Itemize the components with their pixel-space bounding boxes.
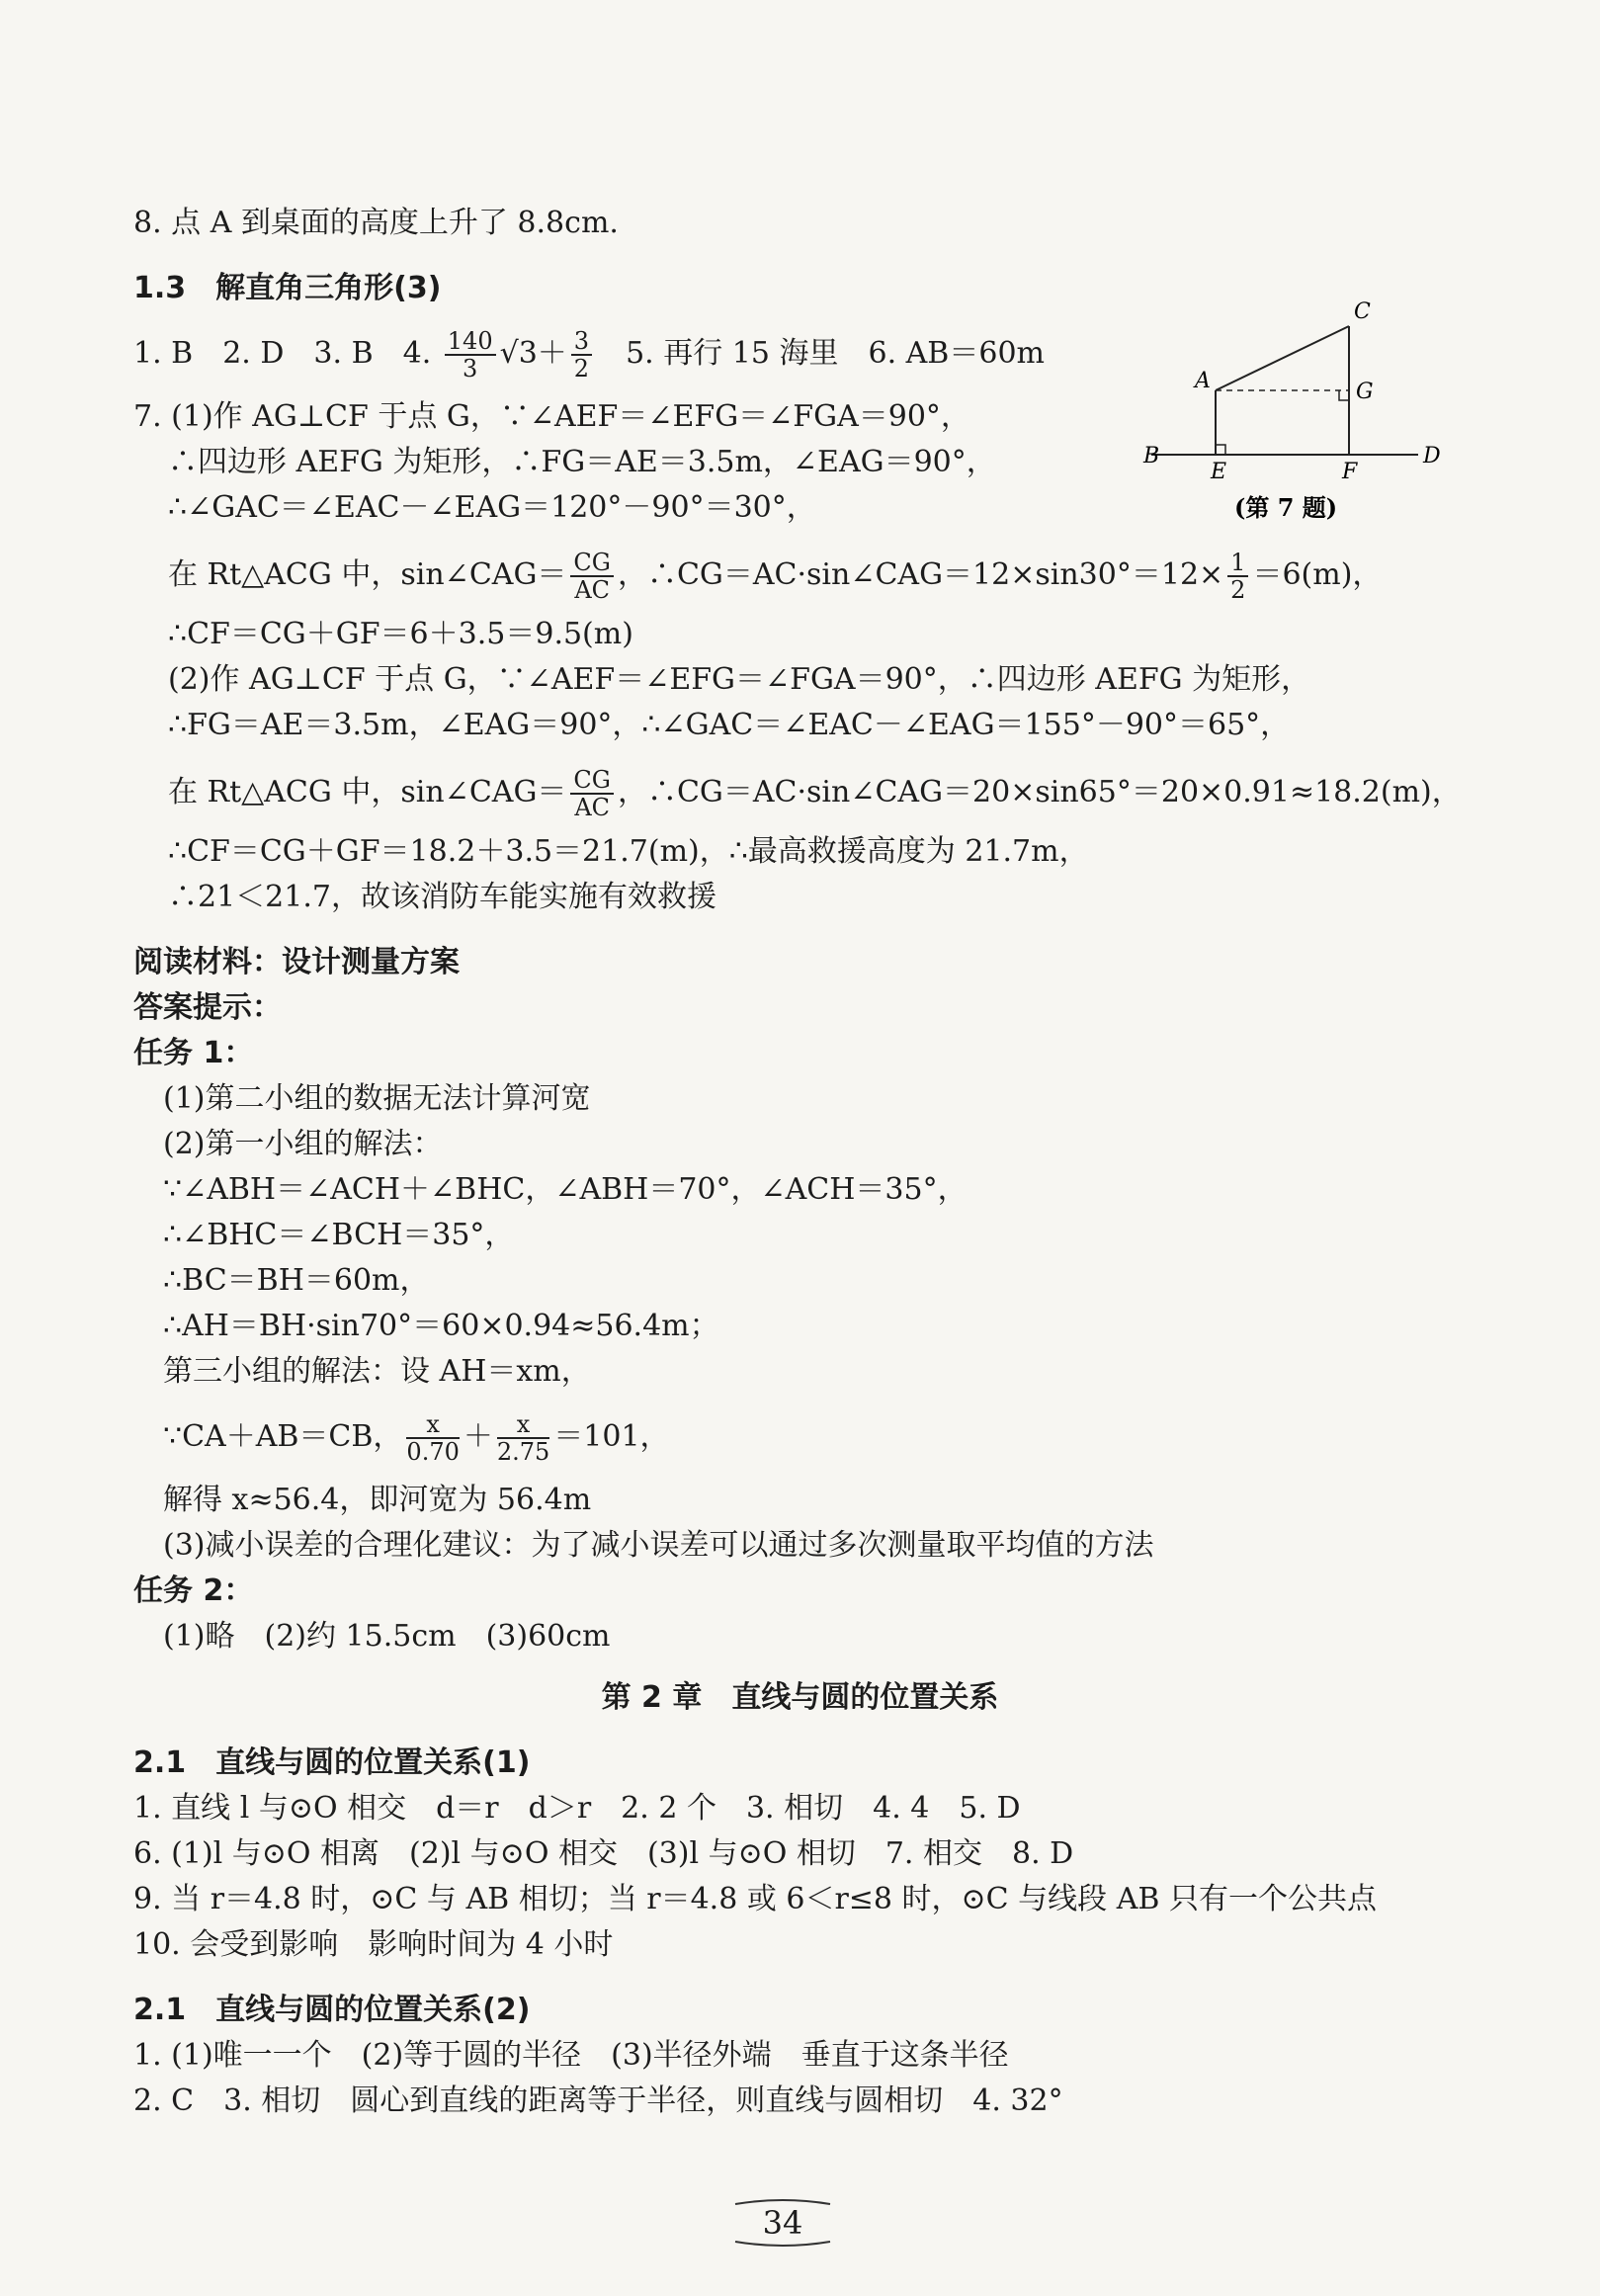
answer-line-l14 bbox=[133, 941, 460, 984]
answer-line-l35 bbox=[133, 1989, 530, 2032]
line-text: ＝6(m)， bbox=[1252, 557, 1383, 592]
label-f: F bbox=[1342, 460, 1358, 484]
answer-line-l34 bbox=[133, 1923, 613, 1967]
fraction-numerator: CG bbox=[570, 767, 614, 795]
answer-line-l31 bbox=[133, 1787, 1021, 1830]
line-text: ∴AH＝BH·sin70°＝60×0.94≈56.4m； bbox=[163, 1309, 719, 1343]
line-text: (1)第二小组的数据无法计算河宽 bbox=[163, 1081, 591, 1116]
answer-line-l20 bbox=[163, 1214, 514, 1257]
line-text: 任务 1： bbox=[133, 1036, 254, 1070]
line-text: 第三小组的解法：设 AH＝xm， bbox=[163, 1354, 591, 1389]
answer-line-l01 bbox=[133, 202, 619, 245]
segment-ac bbox=[1216, 326, 1349, 390]
answer-line-l22 bbox=[163, 1305, 719, 1348]
line-text: 任务 2： bbox=[133, 1573, 254, 1608]
line-text: 1.3 解直角三角形(3) bbox=[133, 271, 442, 305]
line-text: 6. (1)l 与⊙O 相离 (2)l 与⊙O 相交 (3)l 与⊙O 相切 7. 相交 8. D bbox=[133, 1836, 1074, 1871]
problem-7-figure bbox=[1143, 297, 1448, 534]
fraction-numerator: 3 bbox=[571, 328, 592, 356]
answer-line-l15 bbox=[133, 986, 282, 1030]
answer-line-l19 bbox=[163, 1168, 968, 1212]
line-text: 阅读材料：设计测量方案 bbox=[133, 945, 460, 979]
line-text: ＋ bbox=[463, 1419, 493, 1454]
answer-line-l06 bbox=[168, 486, 816, 530]
answer-line-l05 bbox=[168, 441, 996, 484]
line-text: 10. 会受到影响 影响时间为 4 小时 bbox=[133, 1927, 614, 1962]
line-text: ∴∠GAC＝∠EAC－∠EAG＝120°－90°＝30°， bbox=[168, 490, 816, 525]
line-text: 5. 再行 15 海里 6. AB＝60m bbox=[596, 336, 1045, 371]
line-text: ，∴CG＝AC·sin∠CAG＝20×sin65°＝20×0.91≈18.2(m)， bbox=[617, 775, 1462, 809]
answer-line-l26 bbox=[163, 1524, 1154, 1568]
line-text: 在 Rt△ACG 中，sin∠CAG＝ bbox=[168, 775, 567, 809]
fraction-numerator: 1 bbox=[1227, 550, 1248, 577]
answer-line-l03 bbox=[133, 328, 1045, 382]
answer-line-l18 bbox=[163, 1123, 443, 1166]
line-text: 2.1 直线与圆的位置关系(2) bbox=[133, 1993, 531, 2027]
line-text: ∴CF＝CG＋GF＝18.2＋3.5＝21.7(m)，∴最高救援高度为 21.7m， bbox=[168, 834, 1089, 869]
fraction-denominator: 2.75 bbox=[496, 1438, 550, 1466]
fraction bbox=[406, 1411, 459, 1465]
line-text: ，∴CG＝AC·sin∠CAG＝12×sin30°＝12× bbox=[617, 557, 1224, 592]
line-text: 1. (1)唯一一个 (2)等于圆的半径 (3)半径外端 垂直于这条半径 bbox=[133, 2038, 1009, 2073]
fraction bbox=[497, 1411, 549, 1465]
fraction bbox=[570, 767, 614, 820]
line-text: 答案提示： bbox=[133, 990, 282, 1025]
answer-line-l24 bbox=[163, 1411, 670, 1465]
answer-line-l30 bbox=[133, 1742, 530, 1785]
line-text: ∴CF＝CG＋GF＝6＋3.5＝9.5(m) bbox=[168, 617, 633, 651]
answer-line-l12 bbox=[168, 830, 1089, 874]
line-text: 1. B 2. D 3. B 4. bbox=[133, 336, 441, 371]
line-text: 1. 直线 l 与⊙O 相交 d＝r d＞r 2. 2 个 3. 相切 4. 4 5. D bbox=[133, 1791, 1021, 1826]
answer-line-l04 bbox=[133, 395, 970, 439]
line-text: (1)略 (2)约 15.5cm (3)60cm bbox=[163, 1619, 611, 1654]
answer-line-l37 bbox=[133, 2080, 1063, 2123]
answer-line-l28 bbox=[163, 1615, 611, 1658]
answer-line-l09 bbox=[168, 658, 1310, 702]
line-text: 2. C 3. 相切 圆心到直线的距离等于半径，则直线与圆相切 4. 32° bbox=[133, 2083, 1063, 2118]
label-e: E bbox=[1211, 460, 1227, 484]
label-c: C bbox=[1354, 299, 1371, 324]
fraction-denominator: 0.70 bbox=[406, 1438, 460, 1466]
answer-line-l13 bbox=[168, 876, 716, 919]
fraction bbox=[1227, 550, 1248, 603]
fraction-numerator: x bbox=[406, 1411, 459, 1439]
page-number bbox=[733, 2198, 832, 2248]
label-g: G bbox=[1356, 380, 1374, 404]
line-text: ∴∠BHC＝∠BCH＝35°， bbox=[163, 1218, 515, 1252]
line-text: 在 Rt△ACG 中，sin∠CAG＝ bbox=[168, 557, 567, 592]
answer-line-l33 bbox=[133, 1878, 1377, 1921]
chapter-title: 第 2 章 直线与圆的位置关系 bbox=[601, 1680, 999, 1715]
line-text: ∴BC＝BH＝60m， bbox=[163, 1263, 430, 1298]
answer-line-l25 bbox=[163, 1479, 591, 1522]
label-d: D bbox=[1423, 444, 1441, 468]
answer-line-l23 bbox=[163, 1350, 591, 1394]
fraction bbox=[571, 328, 592, 382]
line-text: (2)第一小组的解法： bbox=[163, 1127, 443, 1161]
line-text: ＝101， bbox=[553, 1419, 670, 1454]
fraction-numerator: CG bbox=[570, 550, 614, 577]
line-text: (3)减小误差的合理化建议：为了减小误差可以通过多次测量取平均值的方法 bbox=[163, 1528, 1154, 1563]
answer-line-l36 bbox=[133, 2034, 1009, 2078]
line-text: ∵∠ABH＝∠ACH＋∠BHC，∠ABH＝70°，∠ACH＝35°， bbox=[163, 1172, 968, 1207]
line-text: ∴21＜21.7，故该消防车能实施有效救援 bbox=[168, 880, 716, 914]
fraction-denominator: 2 bbox=[1230, 576, 1246, 604]
fraction-numerator: x bbox=[497, 1411, 549, 1439]
line-text: ∴FG＝AE＝3.5m，∠EAG＝90°，∴∠GAC＝∠EAC－∠EAG＝155°－90°＝65°， bbox=[168, 708, 1291, 742]
fraction-numerator: 140 bbox=[445, 328, 496, 356]
figure-caption: (第 7 题) bbox=[1234, 493, 1338, 522]
line-text: (2)作 AG⊥CF 于点 G，∵∠AEF＝∠EFG＝∠FGA＝90°，∴四边形 AEFG 为矩形， bbox=[168, 662, 1311, 697]
answer-line-l10 bbox=[168, 704, 1290, 747]
answer-line-l16 bbox=[133, 1032, 253, 1075]
line-text: 9. 当 r＝4.8 时，⊙C 与 AB 相切；当 r＝4.8 或 6＜r≤8 时，⊙C 与线段 AB 只有一个公共点 bbox=[133, 1882, 1377, 1916]
line-text: ∵CA＋AB＝CB， bbox=[163, 1419, 403, 1454]
label-b: B bbox=[1143, 444, 1160, 468]
answer-line-l08 bbox=[168, 613, 633, 656]
line-text: 解得 x≈56.4，即河宽为 56.4m bbox=[163, 1483, 592, 1517]
answer-line-l32 bbox=[133, 1832, 1073, 1876]
answer-line-l02 bbox=[133, 267, 441, 310]
right-angle-e bbox=[1216, 445, 1225, 455]
fraction-denominator: AC bbox=[574, 576, 611, 604]
answer-line-l07 bbox=[168, 550, 1382, 603]
answer-line-l21 bbox=[163, 1259, 429, 1303]
fraction bbox=[445, 328, 496, 382]
label-a: A bbox=[1195, 369, 1211, 393]
line-text: 2.1 直线与圆的位置关系(1) bbox=[133, 1745, 531, 1780]
fraction bbox=[570, 550, 614, 603]
answer-line-l17 bbox=[163, 1077, 591, 1121]
line-text: 8. 点 A 到桌面的高度上升了 8.8cm. bbox=[133, 206, 619, 240]
answer-line-l11 bbox=[168, 767, 1462, 820]
answer-line-l27 bbox=[133, 1570, 253, 1613]
line-text: √3＋ bbox=[499, 336, 567, 371]
fraction-denominator: 2 bbox=[573, 355, 590, 383]
line-text: ∴四边形 AEFG 为矩形，∴FG＝AE＝3.5m，∠EAG＝90°， bbox=[168, 445, 996, 479]
line-text: 7. (1)作 AG⊥CF 于点 G，∵∠AEF＝∠EFG＝∠FGA＝90°， bbox=[133, 399, 970, 434]
right-angle-g bbox=[1339, 390, 1349, 400]
page-number-text: 34 bbox=[762, 2204, 803, 2242]
fraction-denominator: 3 bbox=[463, 355, 478, 383]
fraction-denominator: AC bbox=[574, 794, 611, 821]
